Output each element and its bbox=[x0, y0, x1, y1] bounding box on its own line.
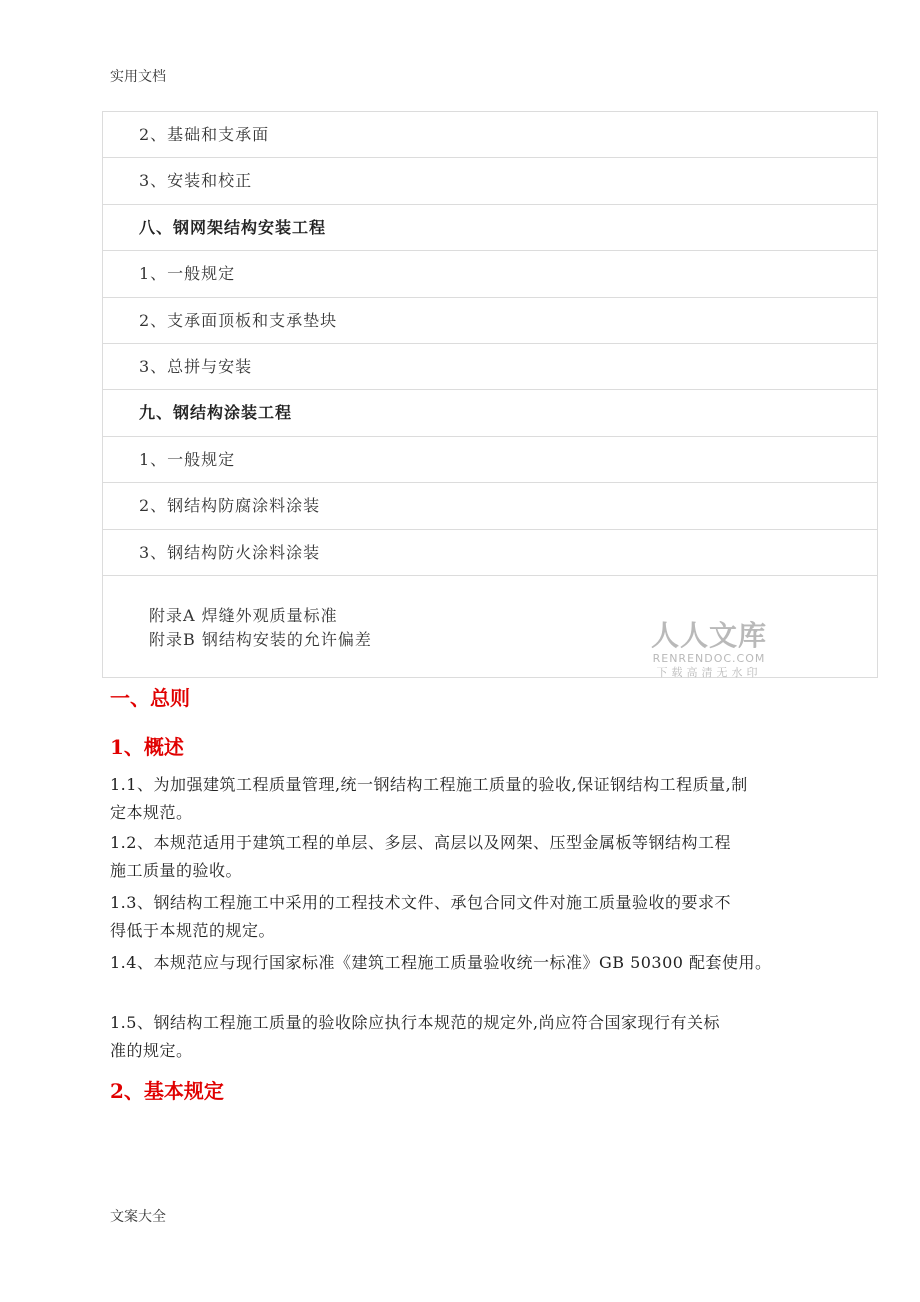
toc-row: 3、总拼与安装 bbox=[103, 344, 877, 390]
watermark-title: 人人文库 bbox=[650, 619, 767, 652]
page-footer: 文案大全 bbox=[110, 1209, 166, 1225]
paragraph-line: 1.1、为加强建筑工程质量管理,统一钢结构工程施工质量的验收,保证钢结构工程质量,制 bbox=[110, 775, 748, 794]
toc-row: 2、支承面顶板和支承垫块 bbox=[103, 298, 877, 344]
paragraph-line: 1.3、钢结构工程施工中采用的工程技术文件、承包合同文件对施工质量验收的要求不 bbox=[110, 893, 731, 912]
watermark-url: RENRENDOC.COM bbox=[652, 652, 766, 665]
subsection-title: 2、基本规定 bbox=[110, 1079, 224, 1103]
section-title: 一、总则 bbox=[110, 686, 190, 710]
paragraph-line: 得低于本规范的规定。 bbox=[110, 921, 276, 940]
toc-table bbox=[102, 111, 878, 678]
toc-section-heading: 八、钢网架结构安装工程 bbox=[103, 205, 877, 251]
paragraph-line: 定本规范。 bbox=[110, 803, 193, 822]
toc-row: 3、安装和校正 bbox=[103, 158, 877, 204]
paragraph bbox=[110, 889, 850, 945]
paragraph-line: 施工质量的验收。 bbox=[110, 861, 243, 880]
paragraph-line: 1.4、本规范应与现行国家标准《建筑工程施工质量验收统一标准》GB 50300 配套使用。 bbox=[110, 953, 772, 972]
watermark-subtitle: 下载高清无水印 bbox=[656, 666, 762, 679]
paragraph-line: 准的规定。 bbox=[110, 1041, 193, 1060]
paragraph bbox=[110, 1009, 850, 1065]
subsection-title: 1、概述 bbox=[110, 735, 184, 759]
paragraph bbox=[110, 949, 850, 977]
paragraph bbox=[110, 829, 850, 885]
toc-row: 3、钢结构防火涂料涂装 bbox=[103, 530, 877, 576]
appendix-item: 附录A 焊缝外观质量标准 bbox=[149, 605, 338, 625]
toc-section-heading: 九、钢结构涂装工程 bbox=[103, 390, 877, 436]
toc-row: 2、基础和支承面 bbox=[103, 112, 877, 158]
page-header: 实用文档 bbox=[110, 69, 166, 85]
toc-row: 2、钢结构防腐涂料涂装 bbox=[103, 483, 877, 529]
paragraph bbox=[110, 771, 850, 827]
toc-row: 1、一般规定 bbox=[103, 437, 877, 483]
paragraph-line: 1.5、钢结构工程施工质量的验收除应执行本规范的规定外,尚应符合国家现行有关标 bbox=[110, 1013, 721, 1032]
toc-row: 1、一般规定 bbox=[103, 251, 877, 297]
appendix-item: 附录B 钢结构安装的允许偏差 bbox=[149, 629, 372, 649]
paragraph-line: 1.2、本规范适用于建筑工程的单层、多层、高层以及网架、压型金属板等钢结构工程 bbox=[110, 833, 731, 852]
watermark bbox=[646, 620, 772, 680]
